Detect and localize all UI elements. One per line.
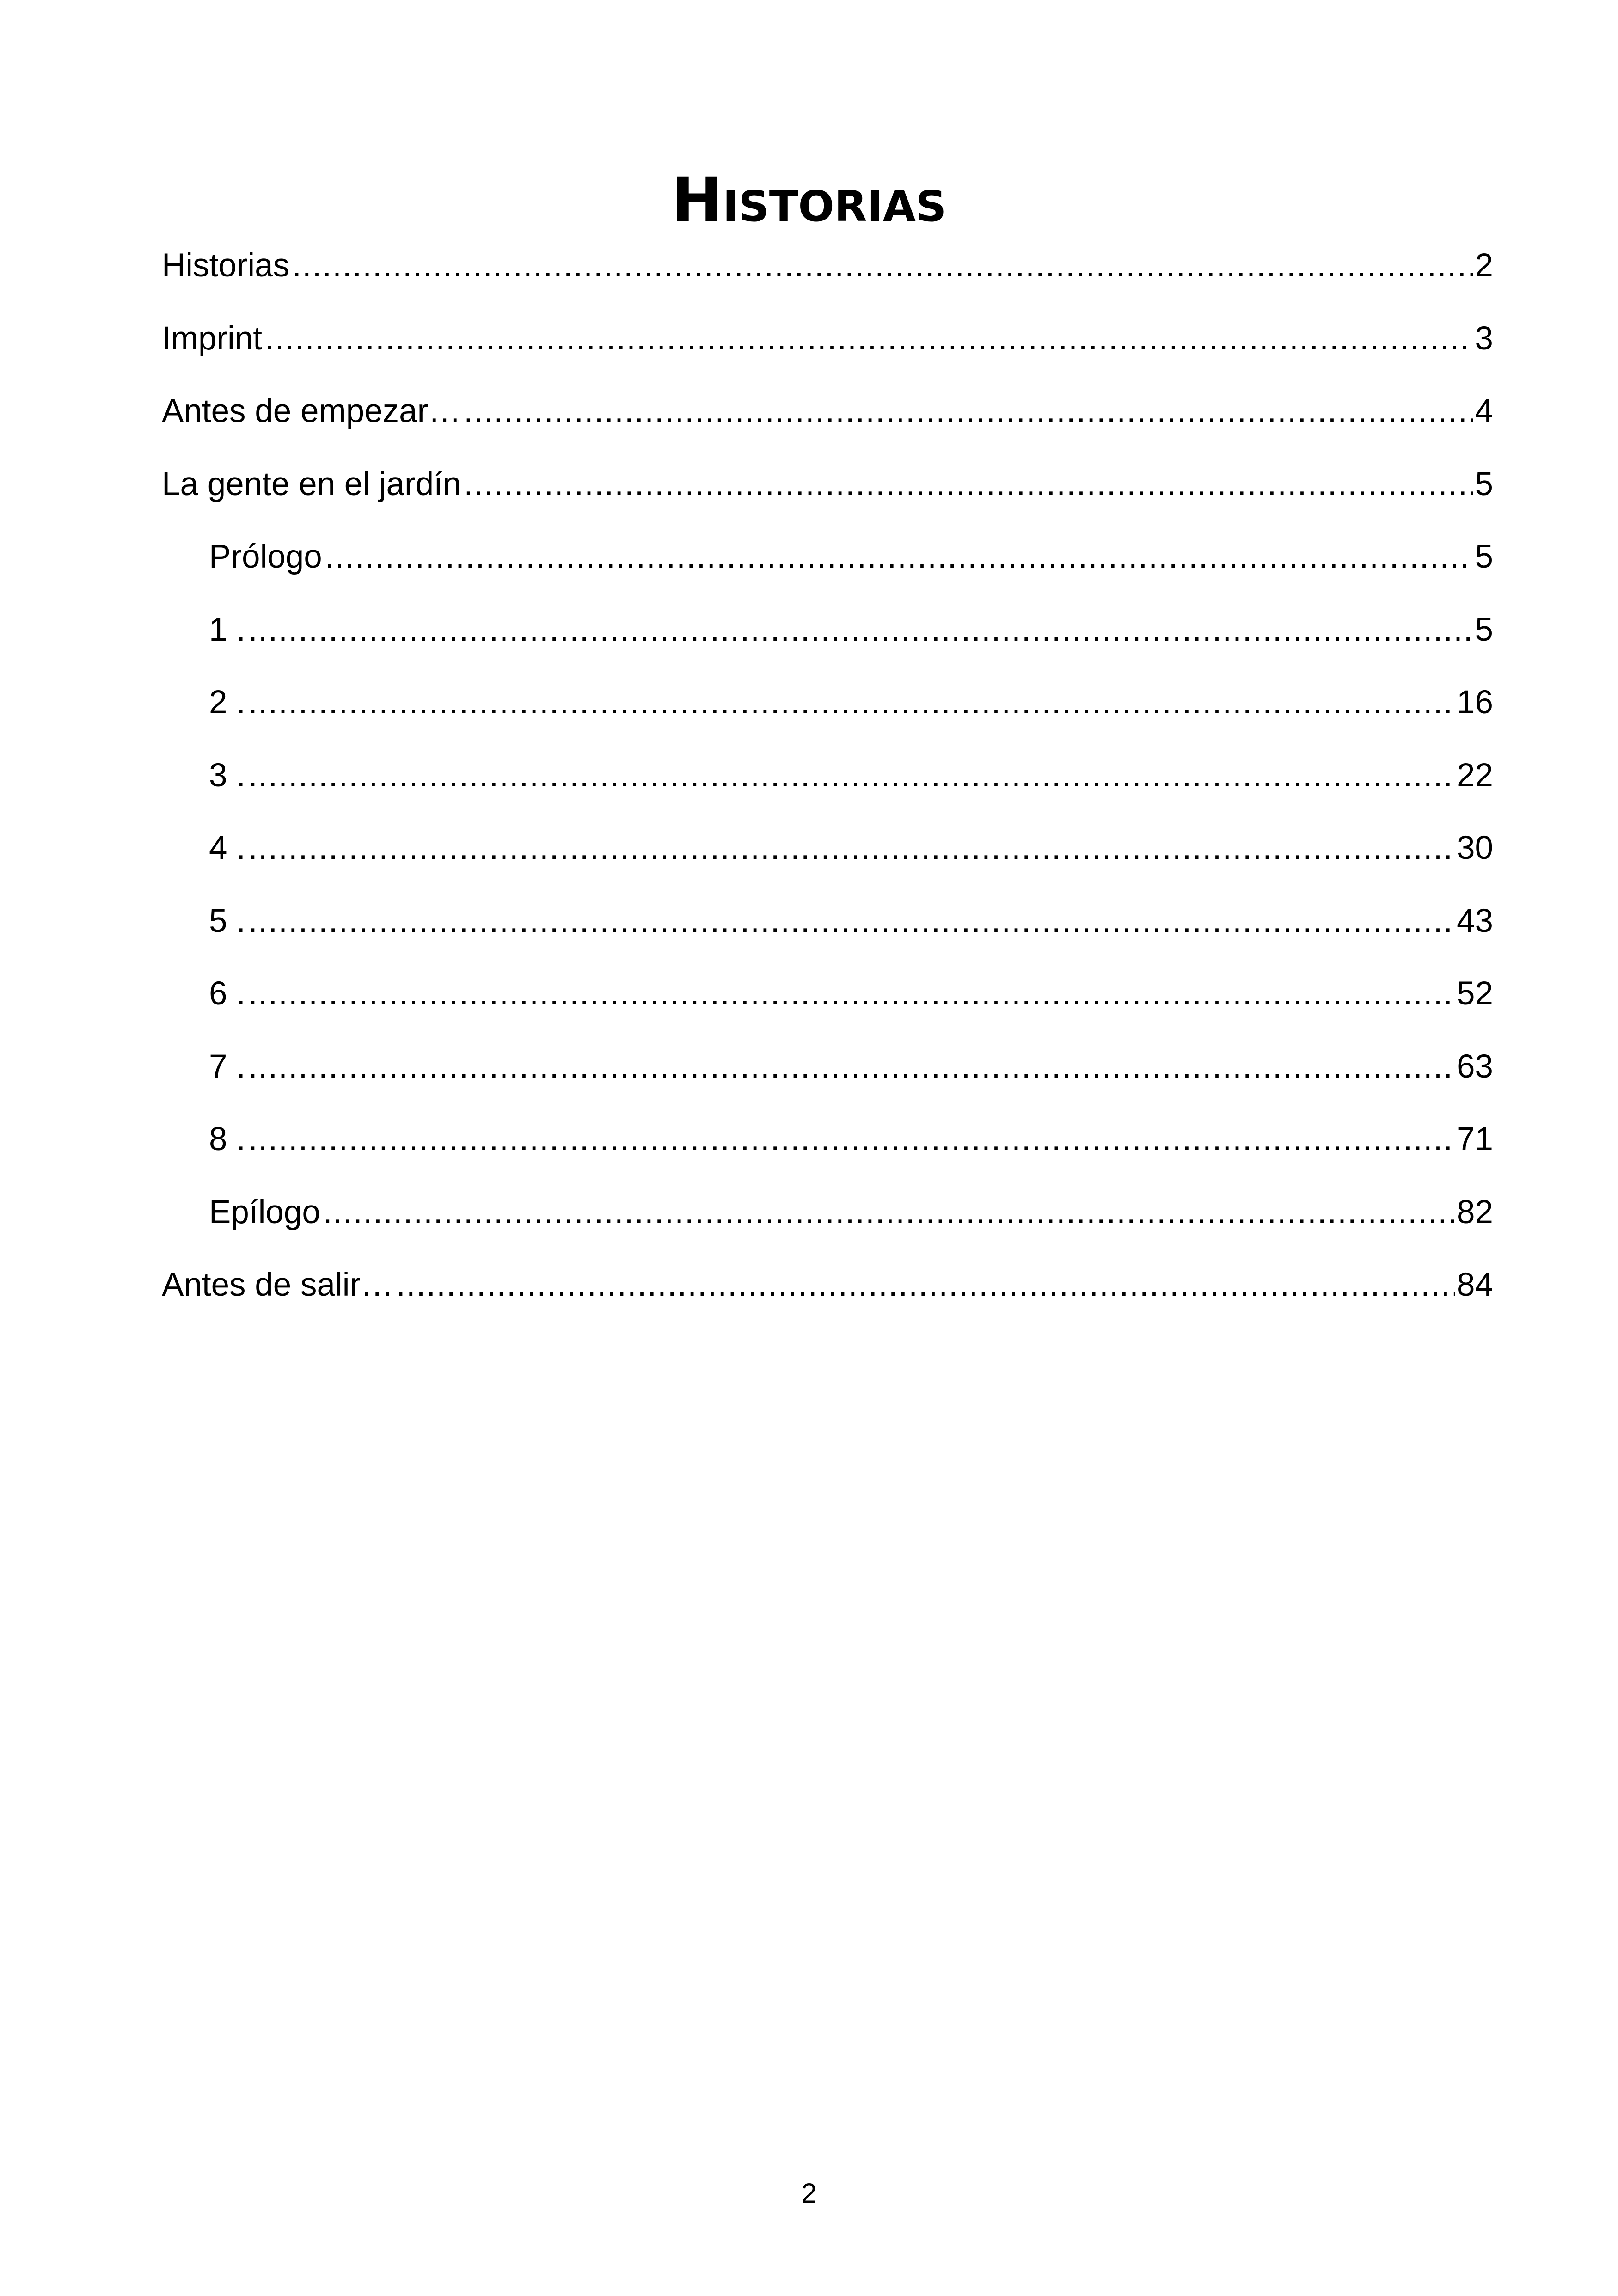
toc-entry-label: Prólogo — [209, 539, 322, 575]
toc-entry-page: 5 — [1475, 539, 1493, 575]
toc-entry-page: 71 — [1457, 1121, 1493, 1157]
toc-dot-leader — [248, 605, 1473, 655]
toc-entry-page: 43 — [1457, 902, 1493, 939]
toc-dot-leader — [265, 313, 1473, 364]
toc-dot-leader — [248, 1114, 1455, 1165]
toc-entry-label: 3 . — [209, 757, 245, 794]
toc-entry[interactable] — [162, 386, 1493, 459]
toc-entry[interactable] — [162, 459, 1493, 532]
toc-entry[interactable] — [162, 605, 1493, 678]
toc-entry-label: Historias — [162, 247, 290, 284]
toc-entry[interactable] — [162, 532, 1493, 605]
toc-entry[interactable] — [162, 1260, 1493, 1333]
toc-entry[interactable] — [162, 1187, 1493, 1260]
page-number: 2 — [801, 2178, 817, 2209]
toc-entry-page: 4 — [1475, 393, 1493, 429]
toc-entry[interactable] — [162, 1114, 1493, 1187]
toc-entry[interactable] — [162, 1041, 1493, 1114]
toc-entry-page: 5 — [1475, 611, 1493, 648]
toc-entry-page: 16 — [1457, 684, 1493, 721]
toc-entry[interactable] — [162, 750, 1493, 823]
toc-entry-label: 5 . — [209, 902, 245, 939]
toc-entry-page: 5 — [1475, 465, 1493, 502]
toc-entry-label: 7 . — [209, 1048, 245, 1085]
toc-entry-page: 84 — [1457, 1267, 1493, 1303]
toc-dot-leader — [248, 677, 1455, 728]
toc-entry-page: 52 — [1457, 975, 1493, 1012]
toc-dot-leader — [248, 1041, 1455, 1092]
toc-dot-leader — [248, 968, 1455, 1019]
toc-entry[interactable] — [162, 677, 1493, 750]
toc-entry-page: 63 — [1457, 1048, 1493, 1085]
toc-entry[interactable] — [162, 823, 1493, 896]
toc-dot-leader — [248, 823, 1455, 874]
toc-entry-label: 1 . — [209, 611, 245, 648]
toc-entry-label: Imprint — [162, 320, 262, 357]
toc-dot-leader — [248, 750, 1455, 801]
toc-entry-label: Antes de empezar… — [162, 393, 461, 429]
toc-entry-label: 2 . — [209, 684, 245, 721]
toc-entry-page: 22 — [1457, 757, 1493, 794]
toc-entry[interactable] — [162, 968, 1493, 1041]
toc-entry[interactable] — [162, 896, 1493, 969]
toc-dot-leader — [396, 1260, 1455, 1310]
toc-entry-page: 3 — [1475, 320, 1493, 357]
toc-dot-leader — [325, 532, 1473, 582]
toc-dot-leader — [464, 459, 1473, 510]
page-title: Historias — [671, 165, 947, 236]
toc-entry-label: Epílogo — [209, 1194, 320, 1231]
toc-entry-page: 2 — [1475, 247, 1493, 284]
toc-entry-label: 4 . — [209, 830, 245, 866]
toc-entry-page: 30 — [1457, 830, 1493, 866]
toc-entry[interactable] — [162, 240, 1493, 313]
toc-entry-label: La gente en el jardín — [162, 465, 461, 502]
toc-dot-leader — [323, 1187, 1455, 1238]
toc-dot-leader — [248, 896, 1455, 947]
toc-entry-page: 82 — [1457, 1194, 1493, 1231]
toc-entry-label: 8 . — [209, 1121, 245, 1157]
toc-entry-label: Antes de salir… — [162, 1267, 394, 1303]
toc-dot-leader — [292, 240, 1473, 291]
toc-entry[interactable] — [162, 313, 1493, 386]
toc-entry-label: 6 . — [209, 975, 245, 1012]
toc-dot-leader — [464, 386, 1473, 437]
table-of-contents — [162, 240, 1493, 1333]
